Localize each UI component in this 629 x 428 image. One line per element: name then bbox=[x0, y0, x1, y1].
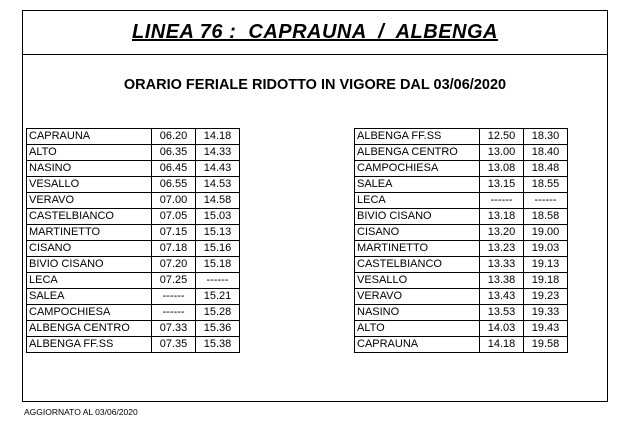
table-row bbox=[27, 321, 240, 337]
departure-time-cell: 07.25 bbox=[152, 273, 196, 289]
stop-name-cell: CASTELBIANCO bbox=[27, 209, 152, 225]
departure-time-cell: 07.33 bbox=[152, 321, 196, 337]
stop-name-cell: CASTELBIANCO bbox=[355, 257, 480, 273]
departure-time-cell: 13.43 bbox=[480, 289, 524, 305]
departure-time-cell: ------ bbox=[196, 273, 240, 289]
stop-name-cell: CAMPOCHIESA bbox=[27, 305, 152, 321]
stop-name-cell: SALEA bbox=[355, 177, 480, 193]
departure-time-cell: 06.20 bbox=[152, 129, 196, 145]
table-row bbox=[27, 273, 240, 289]
departure-time-cell: 13.23 bbox=[480, 241, 524, 257]
departure-time-cell: 07.00 bbox=[152, 193, 196, 209]
updated-note: AGGIORNATO AL 03/06/2020 bbox=[24, 407, 138, 417]
departure-time-cell: 14.58 bbox=[196, 193, 240, 209]
departure-time-cell: 13.18 bbox=[480, 209, 524, 225]
stop-name-cell: CISANO bbox=[27, 241, 152, 257]
table-row bbox=[27, 241, 240, 257]
departure-time-cell: 13.20 bbox=[480, 225, 524, 241]
departure-time-cell: ------ bbox=[152, 289, 196, 305]
stop-name-cell: ALBENGA FF.SS bbox=[27, 337, 152, 353]
stop-name-cell: BIVIO CISANO bbox=[355, 209, 480, 225]
table-row bbox=[355, 225, 568, 241]
stop-name-cell: ALBENGA CENTRO bbox=[355, 145, 480, 161]
departure-time-cell: 07.05 bbox=[152, 209, 196, 225]
departure-time-cell: 18.30 bbox=[524, 129, 568, 145]
stop-name-cell: NASINO bbox=[27, 161, 152, 177]
stop-name-cell: ALBENGA FF.SS bbox=[355, 129, 480, 145]
departure-time-cell: 13.08 bbox=[480, 161, 524, 177]
departure-time-cell: 06.45 bbox=[152, 161, 196, 177]
table-row bbox=[27, 337, 240, 353]
departure-time-cell: ------ bbox=[480, 193, 524, 209]
table-row bbox=[27, 177, 240, 193]
departure-time-cell: 19.00 bbox=[524, 225, 568, 241]
departure-time-cell: ------ bbox=[524, 193, 568, 209]
table-row bbox=[355, 337, 568, 353]
table-row bbox=[355, 177, 568, 193]
departure-time-cell: 13.53 bbox=[480, 305, 524, 321]
departure-time-cell: 15.16 bbox=[196, 241, 240, 257]
departure-time-cell: 15.28 bbox=[196, 305, 240, 321]
departure-time-cell: 18.40 bbox=[524, 145, 568, 161]
stop-name-cell: CAPRAUNA bbox=[27, 129, 152, 145]
departure-time-cell: 06.55 bbox=[152, 177, 196, 193]
table-row bbox=[27, 257, 240, 273]
stop-name-cell: ALTO bbox=[355, 321, 480, 337]
departure-time-cell: 19.13 bbox=[524, 257, 568, 273]
departure-time-cell: 13.15 bbox=[480, 177, 524, 193]
departure-time-cell: 07.18 bbox=[152, 241, 196, 257]
departure-time-cell: 14.03 bbox=[480, 321, 524, 337]
schedule-subtitle: ORARIO FERIALE RIDOTTO IN VIGORE DAL 03/06/2020 bbox=[123, 77, 507, 93]
table-row bbox=[27, 225, 240, 241]
departure-time-cell: 13.38 bbox=[480, 273, 524, 289]
timetable-frame bbox=[22, 10, 608, 402]
departure-time-cell: 15.03 bbox=[196, 209, 240, 225]
stop-name-cell: MARTINETTO bbox=[27, 225, 152, 241]
departure-time-cell: 07.15 bbox=[152, 225, 196, 241]
stop-name-cell: CAMPOCHIESA bbox=[355, 161, 480, 177]
departure-time-cell: 18.55 bbox=[524, 177, 568, 193]
table-row bbox=[27, 209, 240, 225]
stop-name-cell: VESALLO bbox=[355, 273, 480, 289]
departure-time-cell: 19.43 bbox=[524, 321, 568, 337]
departure-time-cell: 06.35 bbox=[152, 145, 196, 161]
stop-name-cell: LECA bbox=[355, 193, 480, 209]
table-row bbox=[27, 129, 240, 145]
departure-time-cell: 15.21 bbox=[196, 289, 240, 305]
stop-name-cell: CISANO bbox=[355, 225, 480, 241]
title-band bbox=[23, 11, 607, 55]
departure-time-cell: 19.03 bbox=[524, 241, 568, 257]
table-row bbox=[27, 161, 240, 177]
departure-time-cell: 15.18 bbox=[196, 257, 240, 273]
stop-name-cell: NASINO bbox=[355, 305, 480, 321]
table-row bbox=[355, 209, 568, 225]
table-row bbox=[355, 241, 568, 257]
departure-time-cell: 19.58 bbox=[524, 337, 568, 353]
stop-name-cell: ALBENGA CENTRO bbox=[27, 321, 152, 337]
table-row bbox=[355, 289, 568, 305]
table-row bbox=[355, 321, 568, 337]
departure-time-cell: 07.35 bbox=[152, 337, 196, 353]
departure-time-cell: 19.18 bbox=[524, 273, 568, 289]
departure-time-cell: 15.36 bbox=[196, 321, 240, 337]
stop-name-cell: VERAVO bbox=[27, 193, 152, 209]
stop-name-cell: SALEA bbox=[27, 289, 152, 305]
departure-time-cell: 19.33 bbox=[524, 305, 568, 321]
departure-time-cell: 13.33 bbox=[480, 257, 524, 273]
departure-time-cell: 13.00 bbox=[480, 145, 524, 161]
table-row bbox=[355, 161, 568, 177]
table-row bbox=[27, 305, 240, 321]
departure-time-cell: 07.20 bbox=[152, 257, 196, 273]
table-row bbox=[27, 145, 240, 161]
timetable-albenga-to-capruna bbox=[354, 128, 568, 353]
table-row bbox=[355, 193, 568, 209]
departure-time-cell: 14.18 bbox=[196, 129, 240, 145]
stop-name-cell: MARTINETTO bbox=[355, 241, 480, 257]
table-row bbox=[355, 129, 568, 145]
stop-name-cell: ALTO bbox=[27, 145, 152, 161]
departure-time-cell: 14.53 bbox=[196, 177, 240, 193]
departure-time-cell: 15.38 bbox=[196, 337, 240, 353]
stop-name-cell: VESALLO bbox=[27, 177, 152, 193]
table-row bbox=[355, 257, 568, 273]
departure-time-cell: 18.58 bbox=[524, 209, 568, 225]
departure-time-cell: 14.43 bbox=[196, 161, 240, 177]
departure-time-cell: 14.33 bbox=[196, 145, 240, 161]
stop-name-cell: BIVIO CISANO bbox=[27, 257, 152, 273]
departure-time-cell: 14.18 bbox=[480, 337, 524, 353]
table-row bbox=[355, 305, 568, 321]
table-row bbox=[27, 289, 240, 305]
departure-time-cell: ------ bbox=[152, 305, 196, 321]
stop-name-cell: LECA bbox=[27, 273, 152, 289]
departure-time-cell: 18.48 bbox=[524, 161, 568, 177]
table-row bbox=[355, 273, 568, 289]
departure-time-cell: 15.13 bbox=[196, 225, 240, 241]
page-title: LINEA 76 : CAPRAUNA / ALBENGA bbox=[131, 21, 499, 43]
departure-time-cell: 19.23 bbox=[524, 289, 568, 305]
timetable-capruna-to-albenga bbox=[26, 128, 240, 353]
departure-time-cell: 12.50 bbox=[480, 129, 524, 145]
stop-name-cell: CAPRAUNA bbox=[355, 337, 480, 353]
table-row bbox=[355, 145, 568, 161]
stop-name-cell: VERAVO bbox=[355, 289, 480, 305]
table-row bbox=[27, 193, 240, 209]
